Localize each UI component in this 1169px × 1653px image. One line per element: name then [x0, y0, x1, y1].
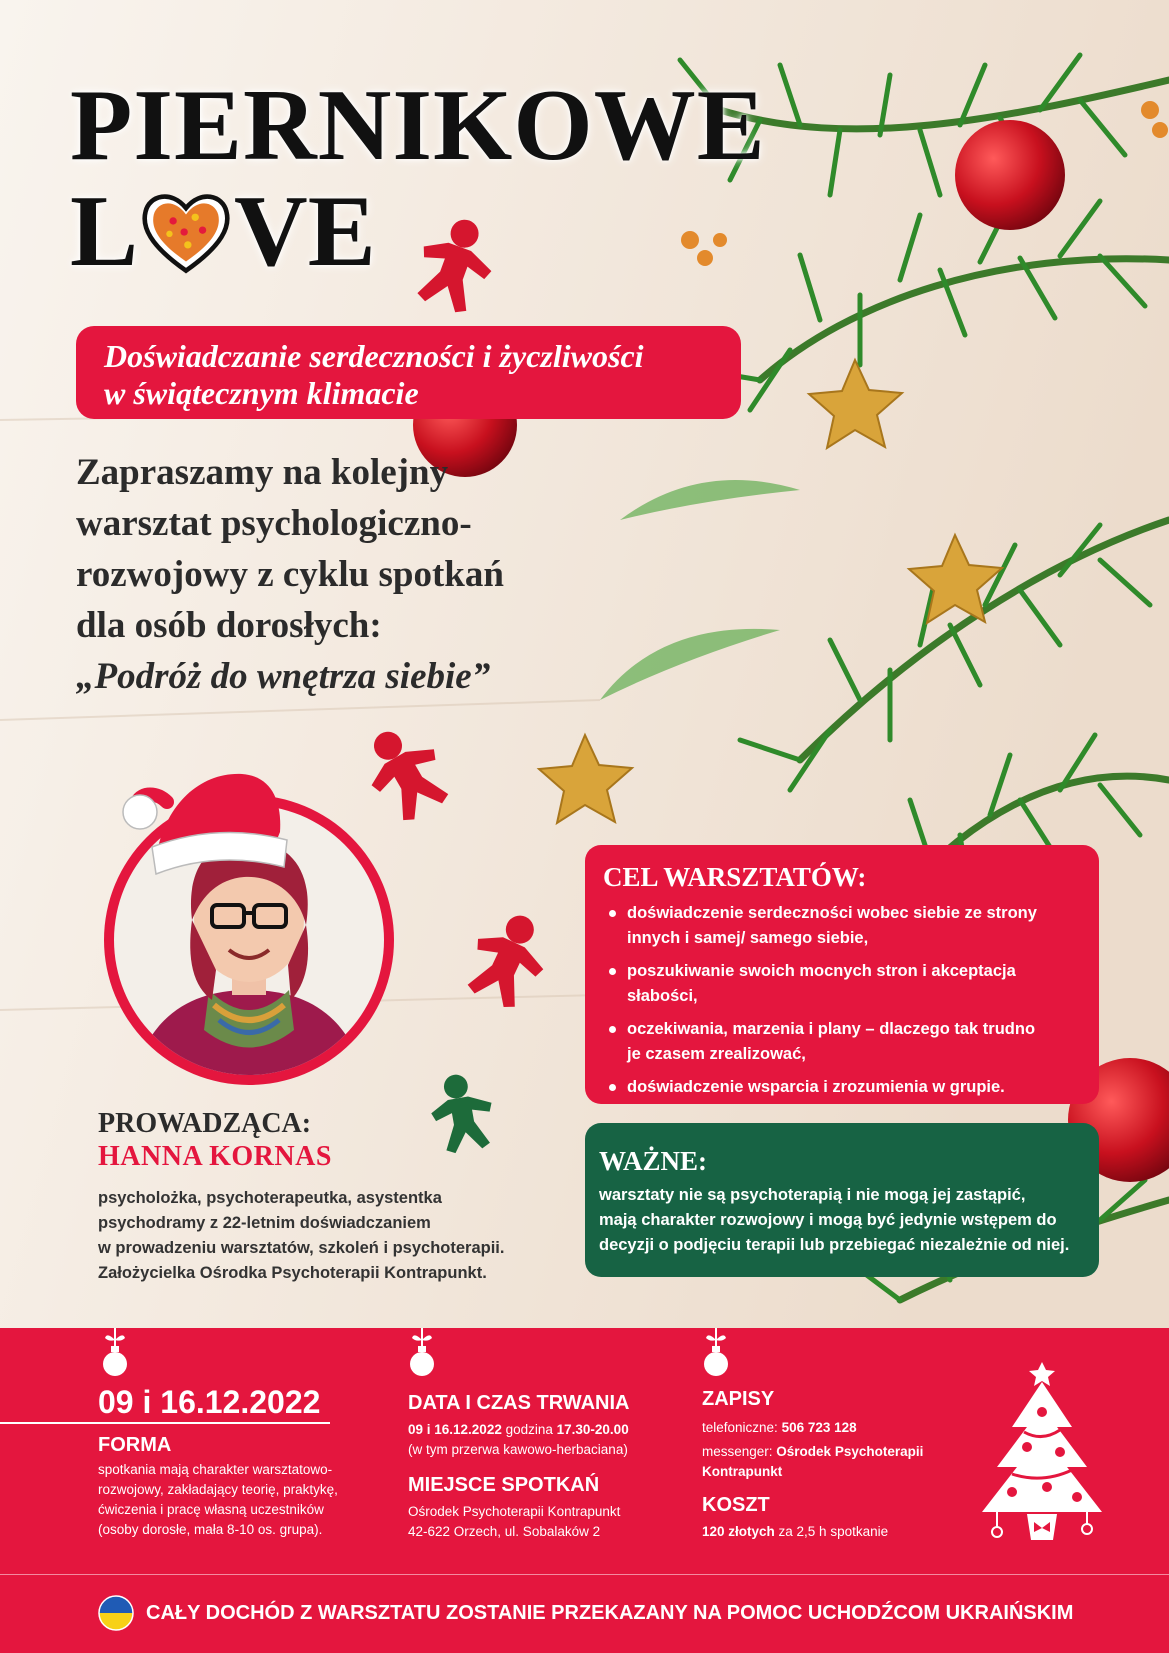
workshop-goals-box: [585, 845, 1099, 1104]
date-place-section: [408, 1390, 678, 1542]
invitation-line: Zapraszamy na kolejny: [76, 452, 449, 493]
form-line: spotkania mają charakter warsztatowo-: [98, 1462, 333, 1477]
workshop-dates: 09 i 16.12.2022: [98, 1384, 321, 1420]
cost-rest: za 2,5 h spotkanie: [774, 1524, 889, 1539]
goal-item-line: je czasem zrealizować,: [627, 1045, 806, 1063]
messenger-name[interactable]: Ośrodek Psychoterapii: [776, 1444, 924, 1459]
host-description-line: w prowadzeniu warsztatów, szkoleń i psychoterapii.: [98, 1239, 505, 1257]
santa-hat-icon: [122, 762, 292, 877]
break-note: (w tym przerwa kawowo-herbaciana): [408, 1442, 628, 1457]
goal-item-line: poszukiwanie swoich mocnych stron i akceptacja: [627, 962, 1016, 980]
place-line: 42-622 Orzech, ul. Sobalaków 2: [408, 1524, 601, 1539]
title-letter-l: L: [70, 175, 139, 288]
subtitle-line-2: w świątecznym klimacie: [104, 375, 419, 411]
messenger-line: [702, 1462, 962, 1482]
goal-item-line: doświadczenie serdeczności wobec siebie ze strony: [627, 904, 1037, 922]
invitation-line: rozwojowy z cyklu spotkań: [76, 554, 504, 595]
footer-info: [0, 1328, 1169, 1653]
christmas-tree-icon: [972, 1352, 1112, 1552]
cost-title: KOSZT: [702, 1494, 770, 1516]
invitation-line: warsztat psychologiczno-: [76, 503, 472, 544]
form-line: (osoby dorosłe, mała 8-10 os. grupa).: [98, 1522, 323, 1537]
date-duration-line: [408, 1420, 678, 1440]
signup-phone: [702, 1418, 962, 1438]
form-description: [98, 1460, 378, 1540]
hours-word: godzina: [501, 1422, 557, 1437]
gingerbread-heart-icon: [140, 186, 232, 278]
important-line: decyzji o podjęciu terapii lub przebiegać niezależnie od niej.: [599, 1236, 1070, 1254]
important-line: mają charakter rozwojowy i mogą być jedynie wstępem do: [599, 1211, 1057, 1229]
divider: [0, 1574, 1169, 1575]
host-description: [98, 1186, 538, 1286]
messenger-label: messenger:: [702, 1444, 777, 1459]
date-duration-title: DATA I CZAS TRWANIA: [408, 1392, 630, 1414]
form-section: [98, 1432, 378, 1540]
goal-item: [603, 901, 1081, 951]
signup-cost-section: [702, 1386, 962, 1542]
subtitle-line-1: Doświadczanie serdeczności i życzliwości: [104, 338, 644, 374]
meeting-place-title: MIEJSCE SPOTKAŃ: [408, 1474, 600, 1496]
form-title: FORMA: [98, 1434, 172, 1456]
phone-number[interactable]: 506 723 128: [781, 1420, 857, 1435]
signup-messenger: [702, 1442, 962, 1482]
form-line: ćwiczenia i pracę własną uczestników: [98, 1502, 324, 1517]
messenger-line: [702, 1442, 962, 1462]
goal-item: [603, 959, 1081, 1009]
ornament-icon: [407, 1328, 437, 1380]
goal-item-line: oczekiwania, marzenia i plany – dlaczego tak trudno: [627, 1020, 1036, 1038]
dates-value: 09 i 16.12.2022: [408, 1422, 502, 1437]
ukraine-flag-icon: [98, 1595, 134, 1631]
cost-value: 120 złotych: [702, 1524, 775, 1539]
ornament-icon: [701, 1328, 731, 1380]
hours-value: 17.30-20.00: [556, 1422, 629, 1437]
host-label: PROWADZĄCA:: [98, 1108, 312, 1139]
donation-text: CAŁY DOCHÓD Z WARSZTATU ZOSTANIE PRZEKAZANY NA POMOC UCHODŹCOM UKRAIŃSKIM: [146, 1601, 1074, 1624]
cost-text: [702, 1522, 962, 1542]
phone-label: telefoniczne:: [702, 1420, 782, 1435]
goal-item-line: słabości,: [627, 987, 698, 1005]
important-title: WAŻNE:: [599, 1146, 708, 1176]
title-line-2: [70, 176, 376, 288]
divider: [0, 1422, 330, 1424]
place-line: Ośrodek Psychoterapii Kontrapunkt: [408, 1504, 621, 1519]
ornament-icon: [100, 1328, 130, 1380]
signup-phone-line: [702, 1418, 962, 1438]
donation-banner: [98, 1594, 1073, 1632]
host-description-line: psycholożka, psychoterapeutka, asystentka: [98, 1189, 442, 1207]
form-line: rozwojowy, zakładający teorię, praktykę,: [98, 1482, 338, 1497]
date-duration-text: [408, 1420, 678, 1460]
workshop-series-title: „Podróż do wnętrza siebie”: [76, 656, 491, 697]
host-info: [98, 1108, 538, 1286]
goal-item: [603, 1017, 1081, 1067]
important-text: [599, 1183, 1083, 1258]
invitation-text: [76, 447, 636, 702]
goal-item-line: doświadczenie wsparcia i zrozumienia w grupie.: [627, 1078, 1005, 1096]
goal-item: [603, 1075, 1081, 1100]
invitation-line: dla osób dorosłych:: [76, 605, 382, 646]
host-description-line: psychodramy z 22-letnim doświadczaniem: [98, 1214, 431, 1232]
title-line-1: PIERNIKOWE: [70, 69, 766, 182]
host-description-line: Założycielka Ośrodka Psychoterapii Kontrapunkt.: [98, 1264, 487, 1282]
title-letters-ve: VE: [234, 175, 376, 288]
meeting-place-text: [408, 1502, 678, 1542]
signup-title: ZAPISY: [702, 1388, 775, 1410]
goals-list: [603, 901, 1081, 1100]
subtitle-banner: [76, 326, 741, 419]
goals-title: CEL WARSZTATÓW:: [603, 862, 867, 892]
messenger-name-cont[interactable]: Kontrapunkt: [702, 1464, 783, 1479]
goal-item-line: innych i samej/ samego siebie,: [627, 929, 869, 947]
important-notice-box: [585, 1123, 1099, 1277]
host-name: HANNA KORNAS: [98, 1141, 332, 1172]
important-line: warsztaty nie są psychoterapią i nie mogą jej zastąpić,: [599, 1186, 1026, 1204]
cost-line: [702, 1522, 962, 1542]
